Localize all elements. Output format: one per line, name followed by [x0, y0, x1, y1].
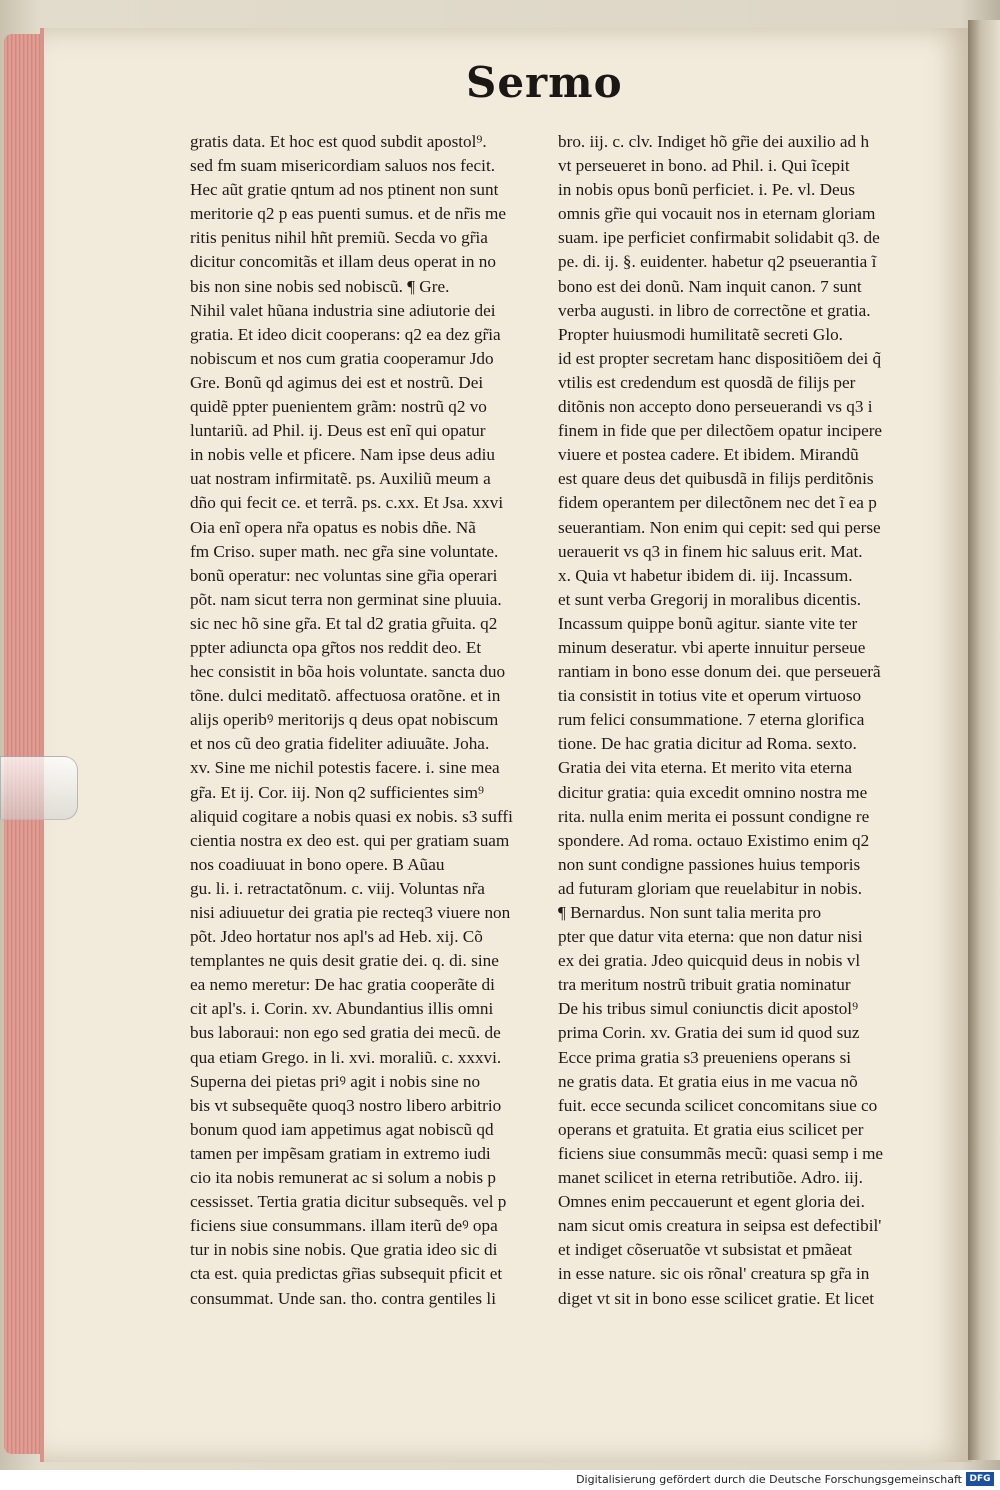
text-line: ¶ Bernardus. Non sunt talia merita pro: [558, 903, 822, 922]
text-line: et sunt verba Gregorij in moralibus dicentis.: [558, 589, 862, 609]
text-line: ficiens siue consummans. illam iterũ deꝰ opa: [190, 1216, 498, 1236]
text-line: ritis penitus nihil hñt premiũ. Secda vo gr̃ia: [190, 228, 488, 248]
text-line: xv. Sine me nichil potestis facere. i. sine mea: [190, 758, 500, 778]
text-line: fuit. ecce secunda scilicet concomitans siue co: [558, 1095, 878, 1115]
left-text-column: [190, 130, 530, 1311]
text-line: Oia enĩ opera nr̃a opatus es nobis dñe. Nã: [190, 517, 476, 537]
text-line: nisi adiuuetur dei gratia pie recteq3 viuere non: [190, 903, 511, 922]
text-line: bono est dei donũ. Nam inquit canon. 7 sunt: [558, 276, 862, 296]
text-line: x. Quia vt habetur ibidem di. iij. Incassum.: [558, 565, 853, 585]
text-line: spondere. Ad roma. octauo Existimo enim q2: [558, 830, 870, 850]
text-line: consummat. Unde san. tho. contra gentiles li: [190, 1288, 496, 1308]
text-line: sic nec hõ sine gr̃a. Et tal d2 gratia gr̃uita. q2: [190, 613, 498, 633]
text-line: nobiscum et nos cum gratia cooperamur Jdo: [190, 348, 494, 368]
text-line: diget vt sit in bono esse scilicet gratie. Et licet: [558, 1288, 874, 1308]
text-line: Gre. Bonũ qd agimus dei est et nostrũ. Dei: [190, 372, 484, 392]
text-line: vt perseueret in bono. ad Phil. i. Qui ĩcepit: [558, 156, 850, 176]
text-line: De his tribus simul coniunctis dicit apostol⁹: [558, 999, 859, 1019]
text-line: bonum quod iam appetimus agat nobiscũ qd: [190, 1119, 494, 1139]
text-line: bus laboraui: non ego sed gratia dei mecũ. de: [190, 1023, 501, 1043]
text-line: uat nostram infirmitatẽ. ps. Auxiliũ meum a: [190, 469, 491, 489]
text-line: cientia nostra ex deo est. qui per gratiam suam: [190, 830, 510, 850]
text-line: Superna dei pietas priꝰ agit i nobis sine no: [190, 1071, 481, 1091]
text-line: minum deseratur. vbi aperte innuitur perseue: [558, 637, 866, 657]
text-line: alijs operibꝰ meritorijs q deus opat nobiscum: [190, 710, 499, 730]
text-line: et nos cũ deo gratia fideliter adiuuãte. Joha.: [190, 734, 490, 754]
text-line: ea nemo meretur: De hac gratia cooperãte di: [190, 975, 495, 995]
text-line: et indiget cõseruatõe vt subsistat et pmãeat: [558, 1240, 853, 1260]
text-line: Ecce prima gratia s3 preueniens operans si: [558, 1047, 852, 1067]
text-line: põt. Jdeo hortatur nos apl's ad Heb. xij. Cõ: [190, 927, 483, 947]
text-line: rantiam in bono esse donum dei. que perseuerã: [558, 662, 881, 682]
text-line: id est propter secretam hanc dispositiõem dei q̃: [558, 348, 882, 368]
text-line: dicitur concomitãs et illam deus operat in no: [190, 252, 496, 272]
text-line: vtilis est credendum est quosdã de filijs per: [558, 372, 856, 392]
text-line: tia consistit in totius vite et operum virtuoso: [558, 686, 862, 706]
text-line: tur in nobis sine nobis. Que gratia ideo sic di: [190, 1240, 498, 1260]
text-line: aliquid cogitare a nobis quasi ex nobis. s3 suffi: [190, 806, 513, 826]
text-line: Omnes enim peccauerunt et egent gloria dei.: [558, 1192, 865, 1212]
text-line: ppter adiuncta opa gr̃tos nos reddit deo. Et: [190, 637, 482, 657]
text-line: gu. li. i. retractatõnum. c. viij. Voluntas nr̃a: [190, 878, 485, 898]
text-line: cessisset. Tertia gratia dicitur subsequẽs. vel p: [190, 1192, 507, 1212]
book-gutter: [968, 20, 1000, 1460]
dfg-logo: DFG: [966, 1472, 994, 1486]
text-line: seuerantiam. Non enim qui cepit: sed qui perse: [558, 517, 881, 537]
text-line: non sunt condigne passiones huius temporis: [558, 854, 861, 874]
right-text-column: [558, 130, 898, 1311]
text-line: est quare deus det quibusdã in filijs perditõnis: [558, 469, 874, 489]
text-line: Hec aũt gratie qntum ad nos ptinent non sunt: [190, 180, 499, 200]
text-line: Propter huiusmodi humilitatẽ secreti Glo.: [558, 324, 843, 344]
text-line: viuere et postea cadere. Et ibidem. Mirandũ: [558, 445, 859, 465]
text-line: pe. di. ij. §. euidenter. habetur q2 pseuerantia ĩ: [558, 252, 877, 272]
text-line: qua etiam Grego. in li. xvi. moraliũ. c. xxxvi.: [190, 1047, 502, 1067]
running-head: Sermo: [466, 58, 623, 107]
text-line: uerauerit vs q3 in finem hic saluus erit. Mat.: [558, 541, 863, 561]
text-line: nam sicut omis creatura in seipsa est defectibil': [558, 1216, 882, 1236]
text-line: ex dei gratia. Jdeo quicquid deus in nobis vl: [558, 951, 861, 971]
text-line: in nobis velle et pficere. Nam ipse deus adiu: [190, 445, 495, 465]
text-line: Nihil valet hũana industria sine adiutorie dei: [190, 300, 496, 320]
text-line: põt. nam sicut terra non germinat sine pluuia.: [190, 589, 502, 609]
text-line: gratia. Et ideo dicit cooperans: q2 ea dez gr̃ia: [190, 324, 501, 344]
text-line: luntariũ. ad Phil. ij. Deus est enĩ qui opatur: [190, 421, 486, 441]
text-line: rita. nulla enim merita ei possunt condigne re: [558, 806, 870, 826]
text-line: ad futuram gloriam que reuelabitur in nobis.: [558, 878, 863, 898]
text-line: templantes ne quis desit gratie dei. q. di. sine: [190, 951, 499, 971]
text-line: manet scilicet in eterna retributiõe. Adro. iij.: [558, 1168, 863, 1188]
text-line: fidem operantem per dilectõnem nec det ĩ ea p: [558, 493, 877, 513]
text-line: dicitur gratia: quia excedit omnino nostra me: [558, 782, 868, 802]
text-line: bis non sine nobis sed nobiscũ. ¶ Gre.: [190, 276, 450, 296]
text-line: tione. De hac gratia dicitur ad Roma. sexto.: [558, 734, 857, 754]
text-line: tõne. dulci meditatõ. affectuosa oratõne. et in: [190, 686, 501, 706]
text-line: cio ita nobis remunerat ac si solum a nobis p: [190, 1168, 496, 1188]
text-line: hec consistit in bõa hois voluntate. sancta duo: [190, 662, 506, 682]
text-line: meritorie q2 p eas puenti sumus. et de nr̃is me: [190, 204, 506, 224]
text-line: tamen per impẽsam gratiam in extremo iudi: [190, 1143, 491, 1163]
text-line: ficiens siue consummãs mecũ: quasi semp i me: [558, 1143, 884, 1163]
text-line: suam. ipe perficiet confirmabit solidabit q3. de: [558, 228, 880, 248]
footer-credit: Digitalisierung gefördert durch die Deutsche Forschungsgemeinschaft: [576, 1473, 962, 1486]
text-line: rum felici consummatione. 7 eterna glorifica: [558, 710, 865, 730]
text-line: prima Corin. xv. Gratia dei sum id quod suz: [558, 1023, 860, 1043]
text-line: quidẽ ppter puenientem grãm: nostrũ q2 vo: [190, 397, 487, 417]
text-line: bro. iij. c. clv. Indiget hõ gr̃ie dei auxilio ad h: [558, 132, 870, 151]
text-line: bis vt subsequẽte quoq3 nostro libero arbitrio: [190, 1095, 502, 1115]
text-line: verba augusti. in libro de correctõne et gratia.: [558, 300, 871, 320]
text-line: fm Criso. super math. nec gr̃a sine voluntate.: [190, 541, 499, 561]
text-line: gratis data. Et hoc est quod subdit apostol⁹.: [190, 132, 487, 151]
text-line: cta est. quia predictas gr̃ias subsequit pficit et: [190, 1264, 503, 1284]
text-line: operans et gratuita. Et gratia eius scilicet per: [558, 1119, 864, 1139]
text-line: ditõnis non accepto dono perseuerandi vs q3 i: [558, 397, 873, 417]
text-line: cit apl's. i. Corin. xv. Abundantius illis omni: [190, 999, 494, 1019]
text-line: in esse nature. sic ois rõnal' creatura sp gr̃a in: [558, 1264, 870, 1284]
text-line: omnis gr̃ie qui vocauit nos in eternam gloriam: [558, 204, 876, 224]
text-line: pter que datur vita eterna: que non datur nisi: [558, 927, 863, 947]
text-line: in nobis opus bonũ perficiet. i. Pe. vl. Deus: [558, 180, 855, 200]
text-line: ne gratis data. Et gratia eius in me vacua nõ: [558, 1071, 858, 1091]
text-line: sed fm suam misericordiam saluos nos fecit.: [190, 156, 496, 176]
text-line: dño qui fecit ce. et terrã. ps. c.xx. Et Jsa. xxvi: [190, 493, 504, 513]
bookmark-tab: [0, 756, 78, 820]
text-line: finem in fide que per dilectõem opatur incipere: [558, 421, 883, 441]
text-line: tra meritum nostrũ tribuit gratia nominatur: [558, 975, 851, 995]
text-line: gr̃a. Et ij. Cor. iij. Non q2 sufficientes sim⁹: [190, 782, 485, 802]
text-line: Incassum quippe bonũ agitur. siante vite ter: [558, 613, 858, 633]
text-line: bonũ operatur: nec voluntas sine gr̃ia operari: [190, 565, 498, 585]
text-line: nos coadiuuat in bono opere. B Aũau: [190, 854, 445, 874]
text-line: Gratia dei vita eterna. Et merito vita eterna: [558, 758, 852, 778]
